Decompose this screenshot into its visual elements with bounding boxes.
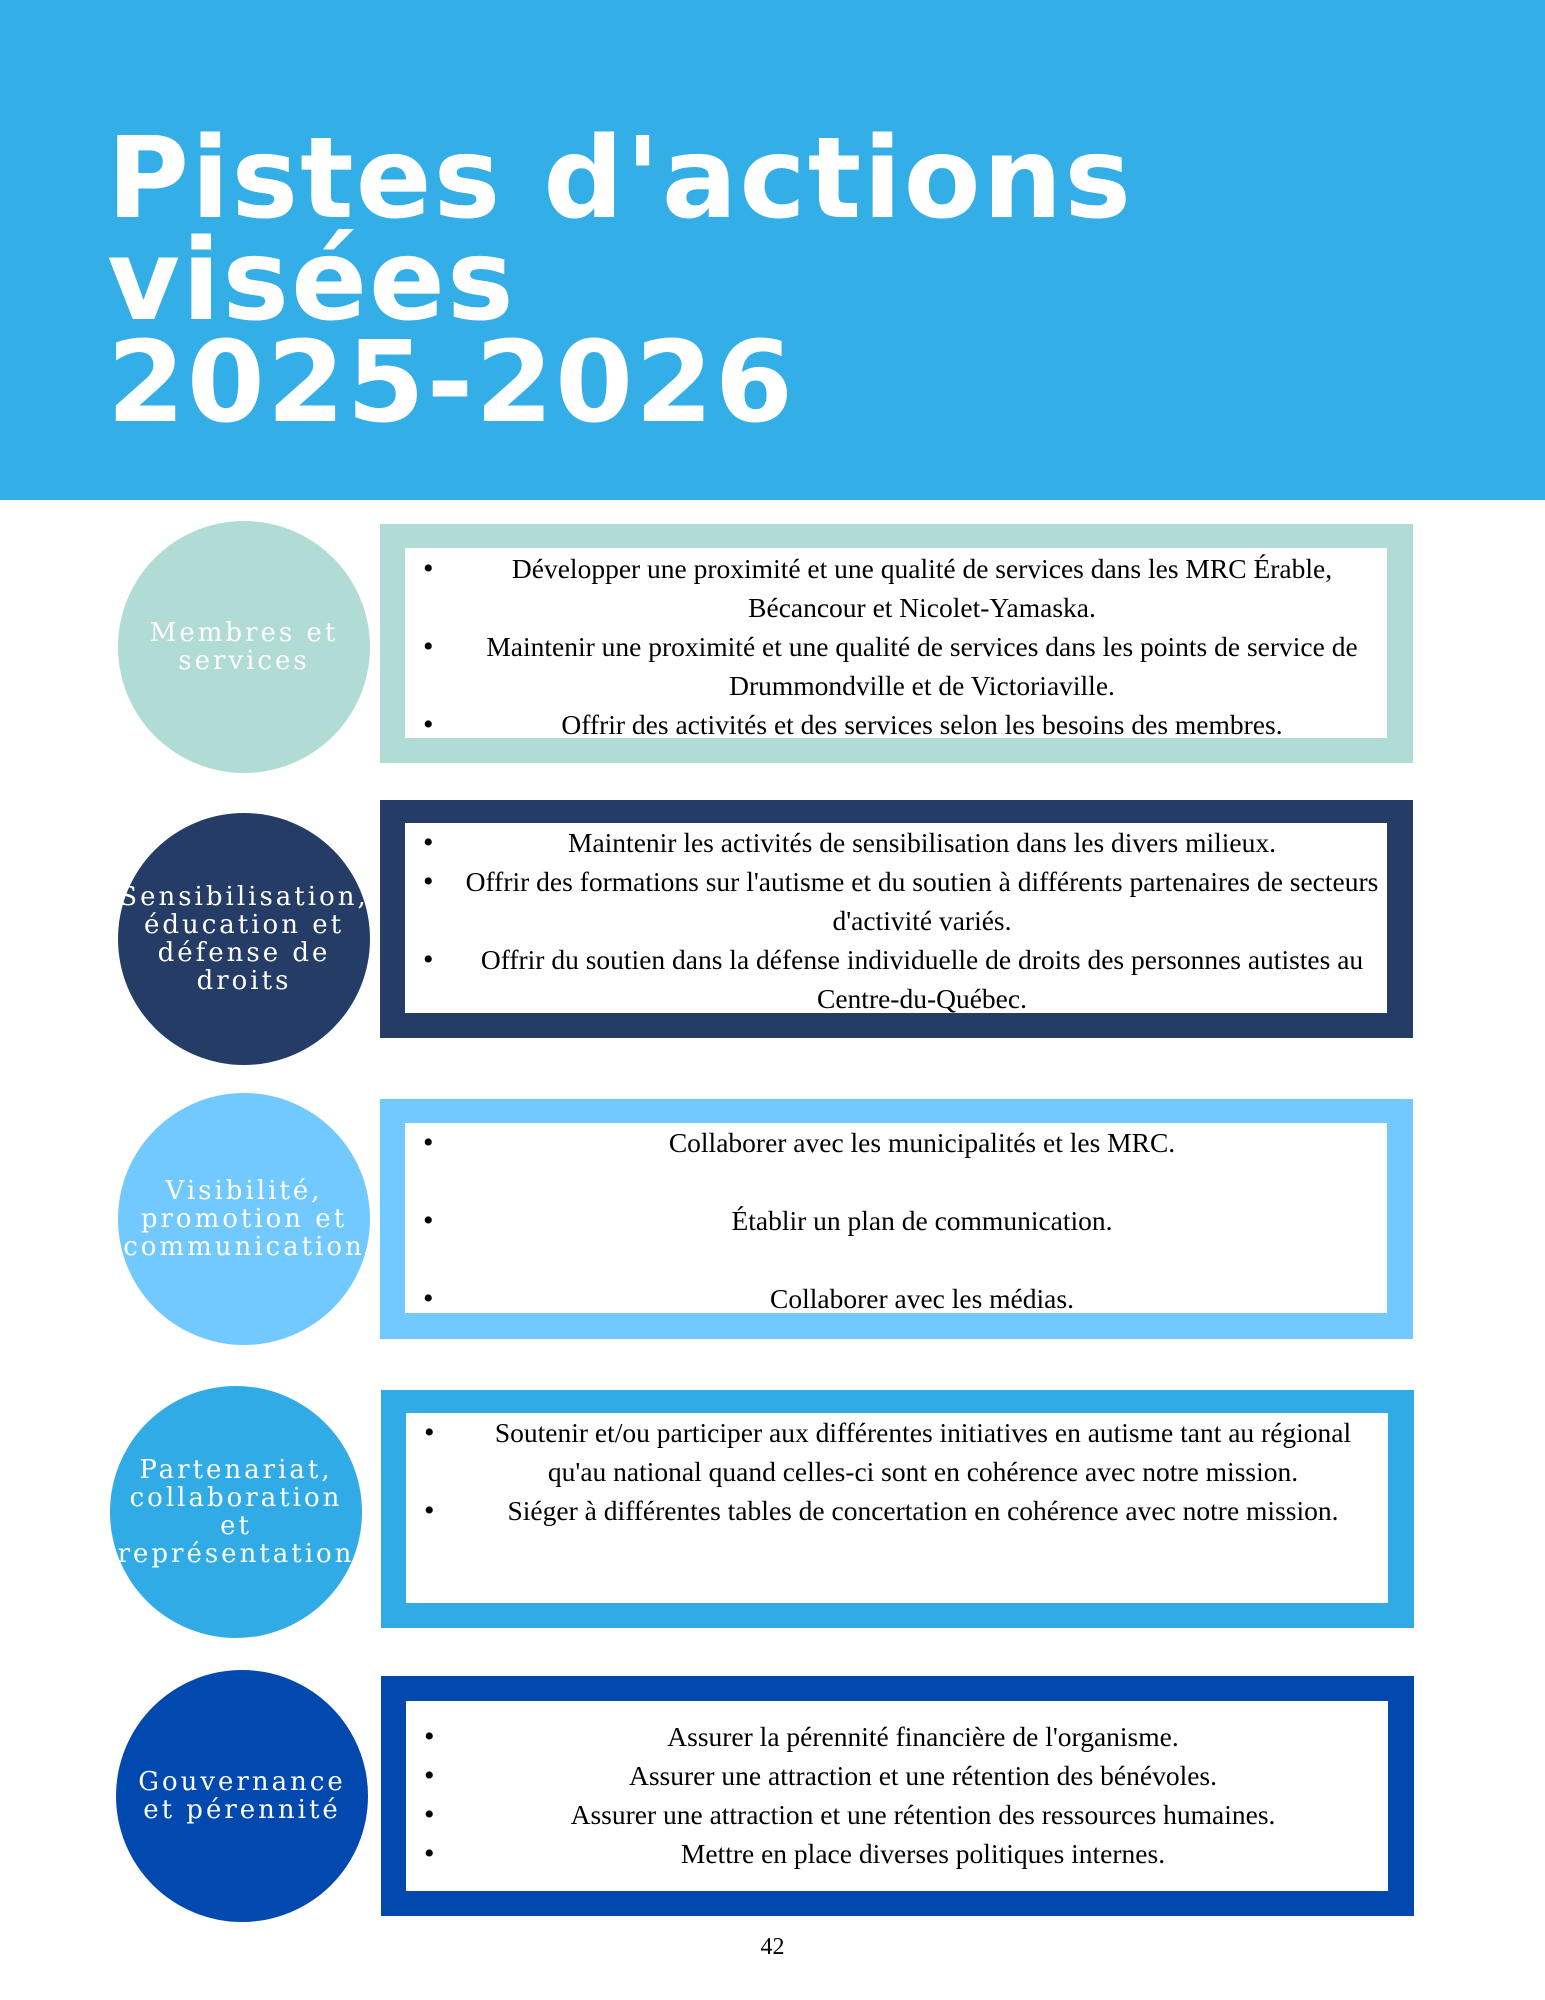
list-item: • Développer une proximité et une qualité de services dans les MRC Érable, Bécancour et Nicolet-Yamaska. [405,549,1387,627]
circle-label-line: services [178,646,310,676]
list-item: • Maintenir une proximité et une qualité de services dans les points de service de Drummondville et de Victoriaville. [405,627,1387,705]
circle-label-line: et [220,1511,252,1541]
circle-label-line: communication [123,1232,365,1262]
list-item: • Assurer une attraction et une rétention des bénévoles. [406,1756,1388,1795]
bullet-list [406,1413,1388,1530]
section-box-visibilite [405,1123,1387,1313]
list-item: • Offrir du soutien dans la défense individuelle de droits des personnes autistes au Centre-du-Québec. [405,940,1387,1018]
circle-label-line: Sensibilisation, [119,882,369,912]
circle-label-line: collaboration [129,1483,343,1513]
list-item: • Offrir des activités et des services selon les besoins des membres. [405,705,1387,744]
circle-label-line: Partenariat, [139,1455,333,1485]
circle-label-line: Gouvernance [138,1767,346,1797]
page-title [107,114,1545,448]
circle-sensibilisation [118,813,370,1065]
list-item: • Collaborer avec les municipalités et les MRC. [405,1123,1387,1162]
circle-visibilite [118,1093,370,1345]
circle-label-line: promotion et [140,1204,348,1234]
page-number: 42 [760,1934,785,1960]
header-banner [0,0,1545,500]
section-box-membres-services [405,548,1387,738]
list-item: • Assurer une attraction et une rétention des ressources humaines. [406,1795,1388,1834]
circle-membres-services [118,521,370,773]
page-title-line-1: Pistes d'actions visées [107,114,1133,346]
circle-label-line: défense de [157,938,331,968]
section-box-sensibilisation [405,823,1387,1013]
circle-gouvernance [116,1670,368,1922]
bullet-list [405,549,1387,744]
bullet-list [406,1717,1388,1873]
list-item: • Offrir des formations sur l'autisme et du soutien à différents partenaires de secteurs d'activité variés. [405,862,1387,940]
list-item: • Maintenir les activités de sensibilisation dans les divers milieux. [405,823,1387,862]
section-box-gouvernance [406,1701,1388,1891]
bullet-list [405,1123,1387,1318]
circle-label-line: droits [196,966,292,996]
list-item: • Collaborer avec les médias. [405,1279,1387,1318]
circle-label-line: Membres et [149,618,339,648]
circle-label-line: représentation [117,1539,355,1569]
list-item: • Siéger à différentes tables de concertation en cohérence avec notre mission. [406,1491,1388,1530]
circle-partenariat [110,1386,362,1638]
list-item: • Mettre en place diverses politiques internes. [406,1834,1388,1873]
list-item: • Soutenir et/ou participer aux différentes initiatives en autisme tant au régional qu'au national quand celles-ci sont en cohérence avec notre mission. [406,1413,1388,1491]
circle-label-line: Visibilité, [165,1176,323,1206]
circle-label-line: et pérennité [143,1795,341,1825]
list-item: • Assurer la pérennité financière de l'organisme. [406,1717,1388,1756]
circle-label-line: éducation et [143,910,345,940]
section-box-partenariat [406,1413,1388,1603]
bullet-list [405,823,1387,1018]
page-title-line-2: 2025-2026 [107,318,795,448]
list-item: • Établir un plan de communication. [405,1201,1387,1240]
